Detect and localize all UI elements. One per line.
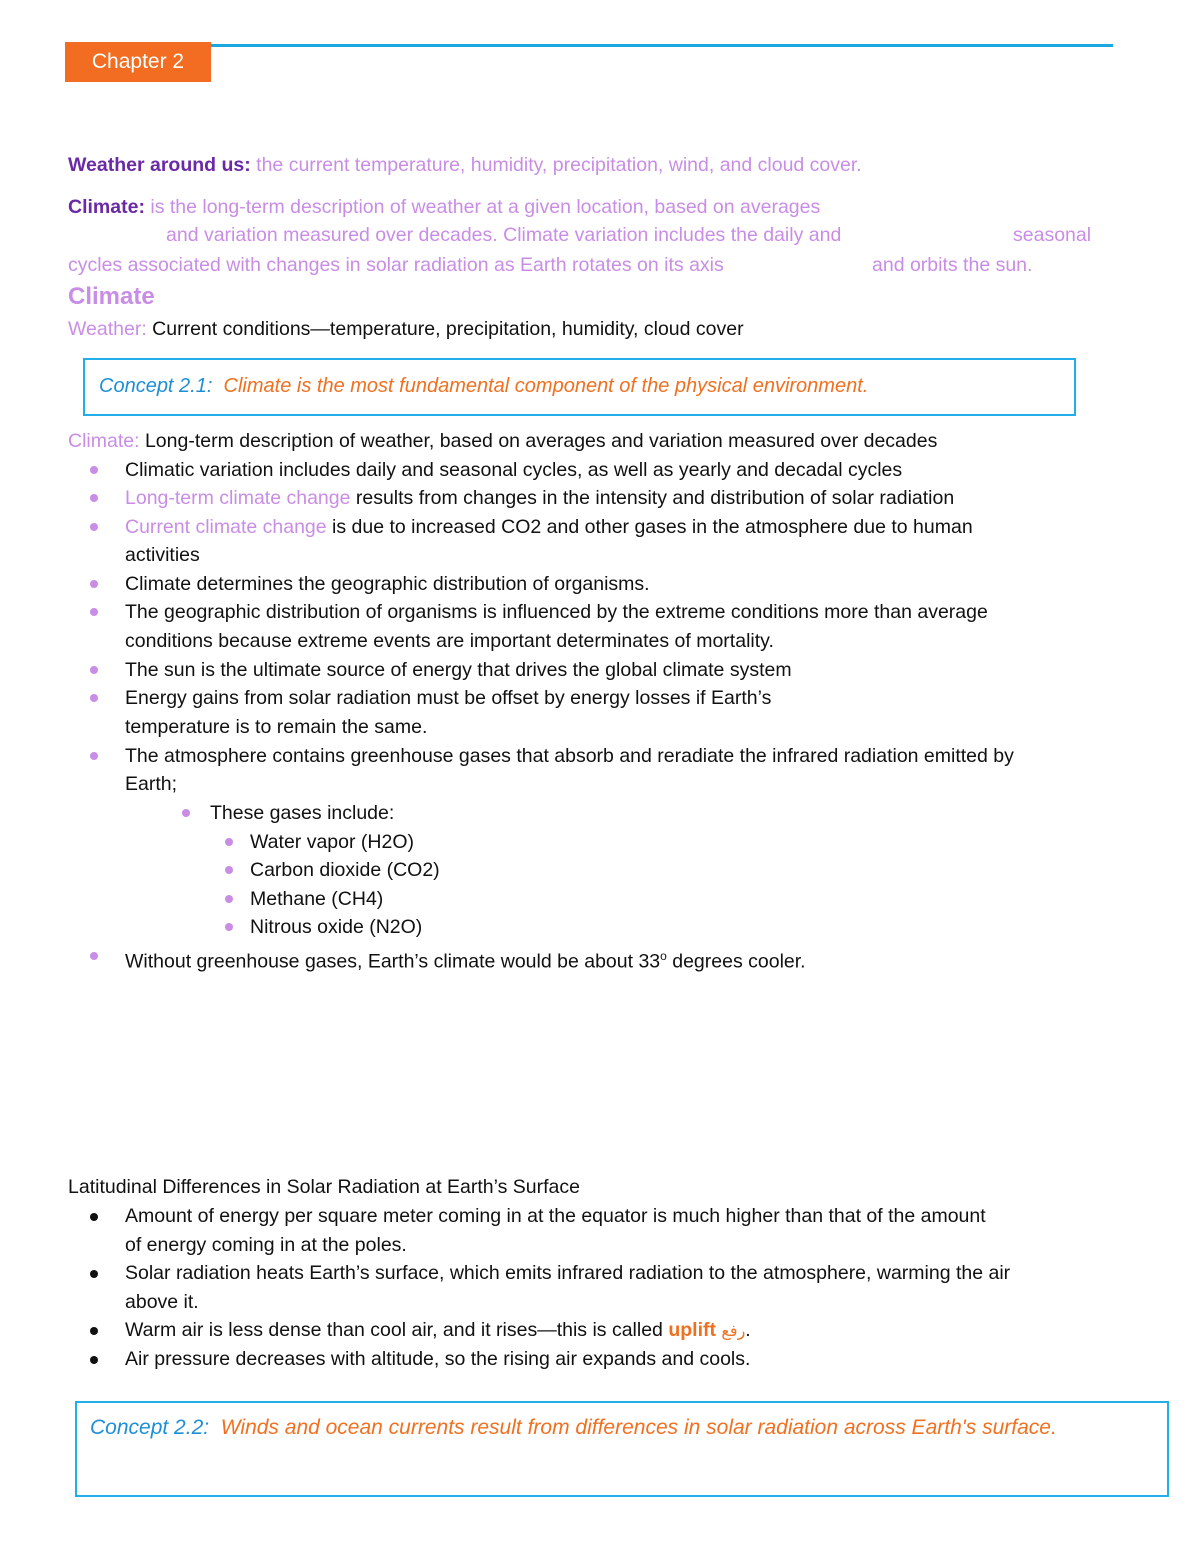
list-item: The atmosphere contains greenhouse gases that absorb and reradiate the infrared radiation emitted by — [125, 745, 1014, 767]
bullet-icon — [225, 866, 233, 874]
list-item-text: Without greenhouse gases, Earth’s climate would be about 33 — [125, 950, 661, 973]
uplift-term: uplift — [668, 1319, 716, 1341]
climate-text-3b: and orbits the sun. — [872, 254, 1033, 276]
climate-text-2b: seasonal — [1013, 224, 1092, 246]
concept-2-1-box — [83, 358, 1076, 416]
section-title: Latitudinal Differences in Solar Radiation at Earth’s Surface — [68, 1176, 580, 1198]
bullet-icon — [90, 952, 98, 960]
list-item: The geographic distribution of organisms is influenced by the extreme conditions more than average — [125, 601, 988, 623]
list-item: Energy gains from solar radiation must be offset by energy losses if Earth’s — [125, 687, 772, 709]
climate-text-3a: cycles associated with changes in solar radiation as Earth rotates on its axis — [68, 254, 724, 276]
highlight-term: Current climate change — [125, 516, 327, 538]
bullet-icon — [90, 523, 98, 531]
list-item: Climatic variation includes daily and seasonal cycles, as well as yearly and decadal cycles — [125, 459, 903, 481]
list-item-text: is due to increased CO2 and other gases in the atmosphere due to human — [326, 516, 973, 538]
concept-2-2-text: Winds and ocean currents result from differences in solar radiation across Earth's surface. — [220, 1416, 1057, 1439]
list-item-continuation: temperature is to remain the same. — [125, 716, 428, 738]
bullet-icon — [90, 752, 98, 760]
list-item: The sun is the ultimate source of energy that drives the global climate system — [125, 659, 792, 681]
bullet-icon — [225, 895, 233, 903]
list-item-continuation: of energy coming in at the poles. — [125, 1234, 407, 1256]
list-item — [125, 942, 806, 976]
weather-definition — [68, 151, 862, 179]
list-item: Solar radiation heats Earth’s surface, which emits infrared radiation to the atmosphere, warming the air — [125, 1262, 1011, 1284]
climate-label: Climate: — [68, 196, 145, 218]
list-item: Amount of energy per square meter coming in at the equator is much higher than that of the amount — [125, 1205, 986, 1227]
sub-list-item: These gases include: — [210, 802, 395, 824]
bullet-icon — [90, 666, 98, 674]
concept-2-1-label: Concept 2.1: — [99, 375, 213, 397]
list-item-continuation: above it. — [125, 1291, 199, 1313]
bullet-icon — [225, 923, 233, 931]
list-item-text: Warm air is less dense than cool air, and it rises—this is called — [125, 1319, 669, 1341]
list-item: Air pressure decreases with altitude, so the rising air expands and cools. — [125, 1348, 751, 1370]
climate-text-1: is the long-term description of weather at a given location, based on averages — [144, 196, 821, 218]
bullet-icon — [90, 580, 98, 588]
climate-def-label: Climate: — [68, 430, 140, 452]
climate-heading: Climate — [68, 283, 155, 310]
bullet-icon — [182, 809, 190, 817]
gas-item: Carbon dioxide (CO2) — [250, 859, 440, 881]
bullet-icon — [90, 1327, 98, 1335]
concept-2-2-box — [75, 1401, 1169, 1497]
bullet-icon — [90, 494, 98, 502]
weather2-label: Weather: — [68, 318, 147, 340]
concept-2-1 — [99, 372, 868, 400]
concept-2-2 — [90, 1413, 1057, 1443]
list-item — [125, 1316, 751, 1346]
concept-2-2-label: Concept 2.2: — [90, 1416, 210, 1439]
gas-item: Nitrous oxide (N2O) — [250, 916, 423, 938]
list-item-text: results from changes in the intensity and distribution of solar radiation — [350, 487, 955, 509]
weather-label: Weather around us: — [68, 154, 251, 176]
chapter-tab: Chapter 2 — [65, 42, 211, 82]
climate-longterm — [68, 427, 937, 455]
list-item — [125, 484, 954, 513]
list-item-text: degrees cooler. — [666, 950, 806, 973]
list-item-text: . — [745, 1319, 751, 1341]
list-item-continuation: conditions because extreme events are important determinates of mortality. — [125, 630, 774, 652]
arabic-translation: رفع — [721, 1321, 746, 1340]
list-item: Climate determines the geographic distribution of organisms. — [125, 573, 650, 595]
bullet-icon — [90, 694, 98, 702]
bullet-icon — [90, 1213, 98, 1221]
degree-superscript: o — [660, 949, 667, 963]
highlight-term: Long-term climate change — [125, 487, 351, 509]
bullet-icon — [90, 466, 98, 474]
bullet-icon — [90, 1270, 98, 1278]
bullet-icon — [90, 1356, 98, 1364]
concept-2-1-text: Climate is the most fundamental component of the physical environment. — [223, 375, 869, 397]
climate-definition — [68, 193, 820, 221]
list-item-continuation: Earth; — [125, 773, 178, 795]
weather2-text: Current conditions—temperature, precipitation, humidity, cloud cover — [146, 318, 744, 340]
list-item-continuation: activities — [125, 544, 200, 566]
gas-item: Water vapor (H2O) — [250, 831, 414, 853]
climate-def-text: Long-term description of weather, based on averages and variation measured over decades — [139, 430, 938, 452]
weather-text: the current temperature, humidity, precipitation, wind, and cloud cover. — [250, 154, 862, 176]
header-rule — [65, 44, 1113, 47]
list-item — [125, 513, 973, 542]
gas-item: Methane (CH4) — [250, 888, 384, 910]
bullet-icon — [90, 608, 98, 616]
climate-text-2a: and variation measured over decades. Climate variation includes the daily and — [166, 224, 842, 246]
bullet-icon — [225, 838, 233, 846]
weather-current — [68, 315, 744, 343]
